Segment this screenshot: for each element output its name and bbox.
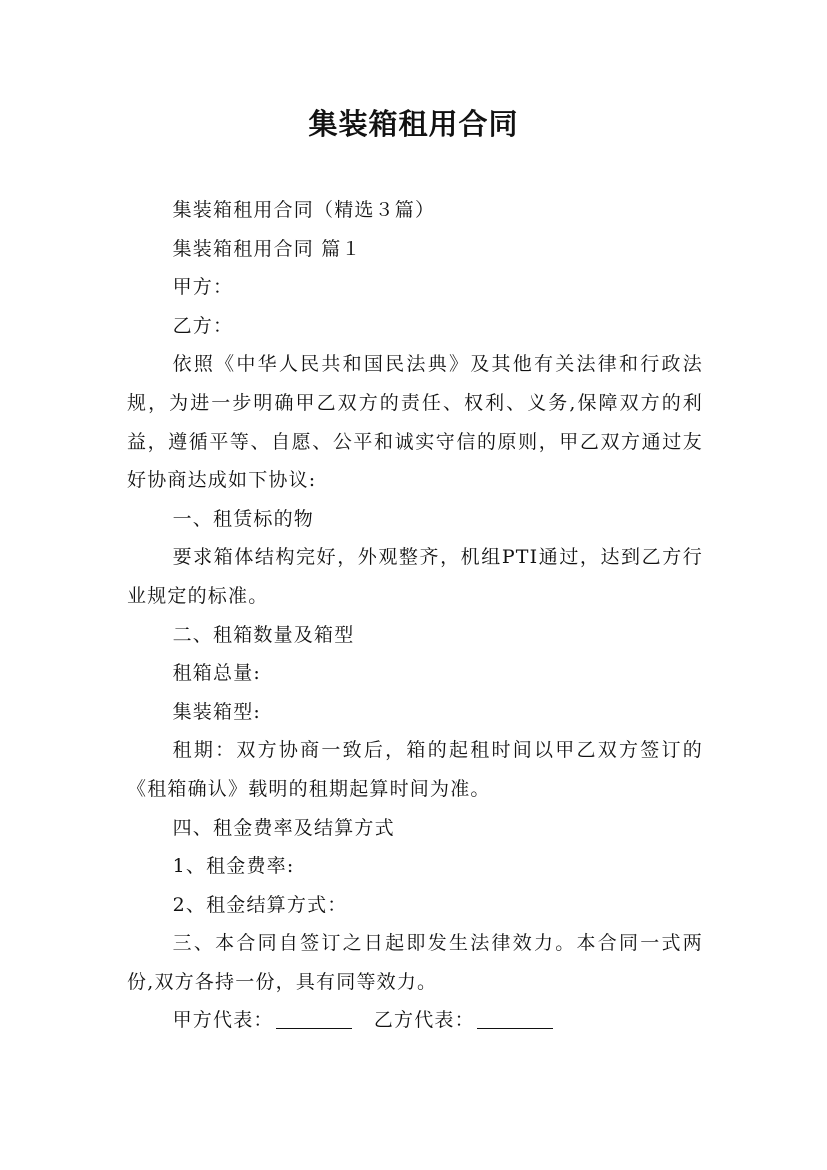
paragraph-clause-1-heading: 一、租赁标的物 — [172, 507, 314, 530]
party-a-representative-label: 甲方代表： — [172, 1009, 274, 1032]
paragraph-clause-3-effect: 三、本合同自签订之日起即发生法律效力。本合同一式两份,双方各持一份，具有同等效力。 — [127, 932, 703, 993]
paragraph-total-quantity: 租箱总量: — [172, 662, 261, 685]
paragraph-subtitle: 集装箱租用合同（精选３篇） — [172, 199, 436, 221]
paragraph-section-heading: 集装箱租用合同 篇１ — [172, 237, 362, 260]
party-a-signature-blank — [276, 1009, 352, 1029]
paragraph-settlement-method: 2、租金结算方式： — [172, 893, 348, 916]
paragraph-clause-1-body: 要求箱体结构完好，外观整齐，机组PTI通过，达到乙方行业规定的标准。 — [127, 546, 703, 607]
paragraph-party-a: 甲方： — [172, 276, 234, 299]
party-b-signature-blank — [477, 1009, 553, 1029]
document-title: 集装箱租用合同 — [308, 107, 519, 141]
paragraph-party-b: 乙方： — [172, 314, 234, 337]
paragraph-clause-2-heading: 二、租箱数量及箱型 — [172, 623, 355, 646]
paragraph-rental-rate: 1、租金费率: — [172, 855, 295, 878]
paragraph-clause-4-heading: 四、租金费率及结算方式 — [172, 816, 395, 839]
document-body — [127, 191, 703, 1040]
paragraph-lease-term: 租期：双方协商一致后，箱的起租时间以甲乙双方签订的《租箱确认》载明的租期起算时间为准。 — [127, 739, 703, 800]
signature-line — [127, 1001, 703, 1040]
paragraph-preamble: 依照《中华人民共和国民法典》及其他有关法律和行政法规，为进一步明确甲乙双方的责任、权利、义务,保障双方的利益，遵循平等、自愿、公平和诚实守信的原则，甲乙双方通过友好协商达成如下协议: — [127, 353, 703, 492]
party-b-representative-label: 乙方代表： — [373, 1009, 475, 1032]
paragraph-container-type: 集装箱型: — [172, 700, 261, 723]
